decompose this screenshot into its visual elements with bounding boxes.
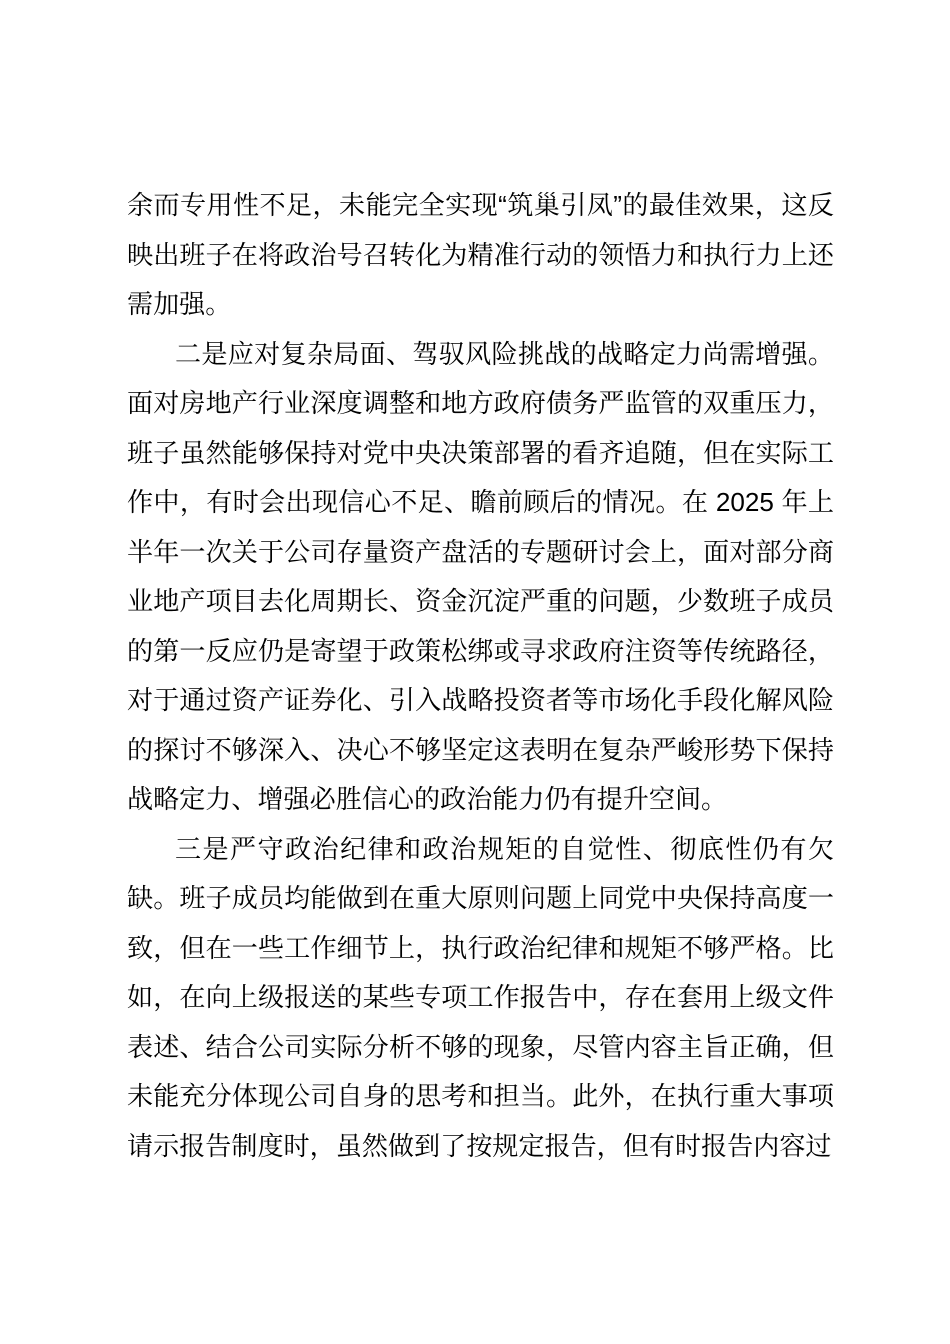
paragraph-second-point: 二是应对复杂局面、驾驭风险挑战的战略定力尚需增强。面对房地产行业深度调整和地方政府债务严监管的双重压力，班子虽然能够保持对党中央决策部署的看齐追随，但在实际工作中，有时会出现信心不足、瞻前顾后的情况。在 2025 年上半年一次关于公司存量资产盘活的专题研讨会上，面对部分商业地产项目去化周期长、资金沉淀严重的问题，少数班子成员的第一反应仍是寄望于政策松绑或寻求政府注资等传统路径，对于通过资产证券化、引入战略投资者等市场化手段化解风险的探讨不够深入、决心不够坚定这表明在复杂严峻形势下保持战略定力、增强必胜信心的政治能力仍有提升空间。 xyxy=(127,338,834,814)
document-body xyxy=(127,181,834,1171)
paragraph-continuation: 余而专用性不足，未能完全实现“筑巢引凤”的最佳效果，这反映出班子在将政治号召转化为精准行动的领悟力和执行力上还需加强。 xyxy=(127,190,834,319)
paragraph-third-point: 三是严守政治纪律和政治规矩的自觉性、彻底性仍有欠缺。班子成员均能做到在重大原则问题上同党中央保持高度一致，但在一些工作细节上，执行政治纪律和规矩不够严格。比如，在向上级报送的某些专项工作报告中，存在套用上级文件表述、结合公司实际分析不够的现象，尽管内容主旨正确，但未能充分体现公司自身的思考和担当。此外，在执行重大事项请示报告制度时，虽然做到了按规定报告，但有时报告内容过 xyxy=(127,833,834,1161)
